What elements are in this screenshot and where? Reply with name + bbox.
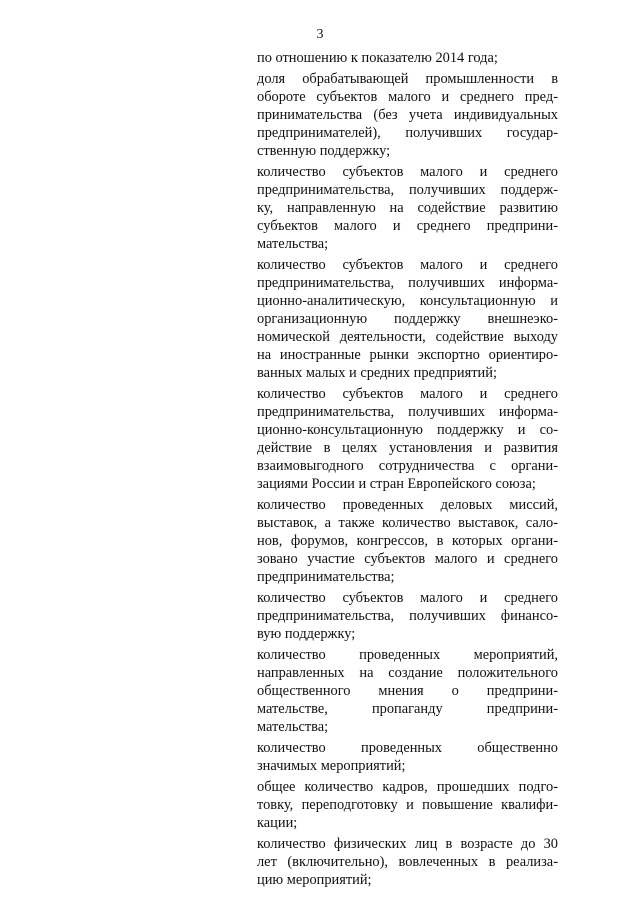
text-line: предпринимательства, получивших поддерж- (257, 182, 558, 198)
text-line: количество проведенных деловых миссий, (257, 497, 558, 513)
text-line: ванных малых и средних предприятий; (257, 365, 497, 381)
text-line: организационную поддержку внешнеэко- (257, 311, 558, 327)
text-line: зовано участие субъектов малого и среднего (257, 551, 558, 567)
text-line: ку, направленную на содействие развитию (257, 200, 558, 216)
text-line: мательства; (257, 236, 329, 252)
paragraph (257, 163, 558, 253)
text-line: количество проведенных общественно (257, 740, 558, 756)
text-line: кации; (257, 815, 298, 831)
text-line: общественного мнения о предприни- (257, 683, 558, 699)
paragraph (257, 835, 558, 889)
text-line: количество субъектов малого и среднего (257, 164, 558, 180)
paragraph (257, 778, 558, 832)
text-line: лет (включительно), вовлеченных в реализа- (257, 854, 558, 870)
text-line: взаимовыгодного сотрудничества с органи- (257, 458, 558, 474)
text-line: количество проведенных мероприятий, (257, 647, 558, 663)
text-line: предпринимательства, получивших информа- (257, 275, 558, 291)
text-line: нов, форумов, конгрессов, в которых органи- (257, 533, 558, 549)
paragraph (257, 256, 558, 382)
text-line: субъектов малого и среднего предприни- (257, 218, 558, 234)
paragraph (257, 49, 558, 67)
text-line: предпринимателей), получивших государ- (257, 125, 558, 141)
text-line: ционно-консультационную поддержку и со- (257, 422, 558, 438)
text-line: принимательства (без учета индивидуальных (257, 107, 558, 123)
text-line: номической деятельности, содействие выходу (257, 329, 558, 345)
text-line: количество субъектов малого и среднего (257, 590, 558, 606)
text-line: мательстве, пропаганду предприни- (257, 701, 558, 717)
text-line: предпринимательства, получивших финансо- (257, 608, 558, 624)
text-line: на иностранные рынки экспортно ориентиро- (257, 347, 558, 363)
paragraph (257, 739, 558, 775)
paragraph (257, 646, 558, 736)
text-line: выставок, а также количество выставок, сало- (257, 515, 558, 531)
paragraph (257, 385, 558, 493)
text-line: цию мероприятий; (257, 872, 372, 888)
text-line: количество субъектов малого и среднего (257, 257, 558, 273)
paragraph (257, 589, 558, 643)
text-line: действие в целях установления и развития (257, 440, 558, 456)
text-line: обороте субъектов малого и среднего пред- (257, 89, 558, 105)
text-line: количество физических лиц в возрасте до 30 (257, 836, 558, 852)
text-line: предпринимательства, получивших информа- (257, 404, 558, 420)
text-line: ционно-аналитическую, консультационную и (257, 293, 558, 309)
text-line: зациями России и стран Европейского союза; (257, 476, 536, 492)
text-line: ственную поддержку; (257, 143, 391, 159)
paragraph (257, 496, 558, 586)
text-line: мательства; (257, 719, 329, 735)
text-line: доля обрабатывающей промышленности в (257, 71, 558, 87)
page-number: 3 (316, 27, 324, 42)
paragraph (257, 70, 558, 160)
text-line: общее количество кадров, прошедших подго- (257, 779, 558, 795)
text-line: количество субъектов малого и среднего (257, 386, 558, 402)
text-line: товку, переподготовку и повышение квалифи- (257, 797, 558, 813)
text-line: по отношению к показателю 2014 года; (257, 50, 498, 66)
text-line: значимых мероприятий; (257, 758, 406, 774)
text-line: предпринимательства; (257, 569, 395, 585)
text-line: вую поддержку; (257, 626, 356, 642)
document-body (257, 49, 558, 889)
text-line: направленных на создание положительного (257, 665, 558, 681)
